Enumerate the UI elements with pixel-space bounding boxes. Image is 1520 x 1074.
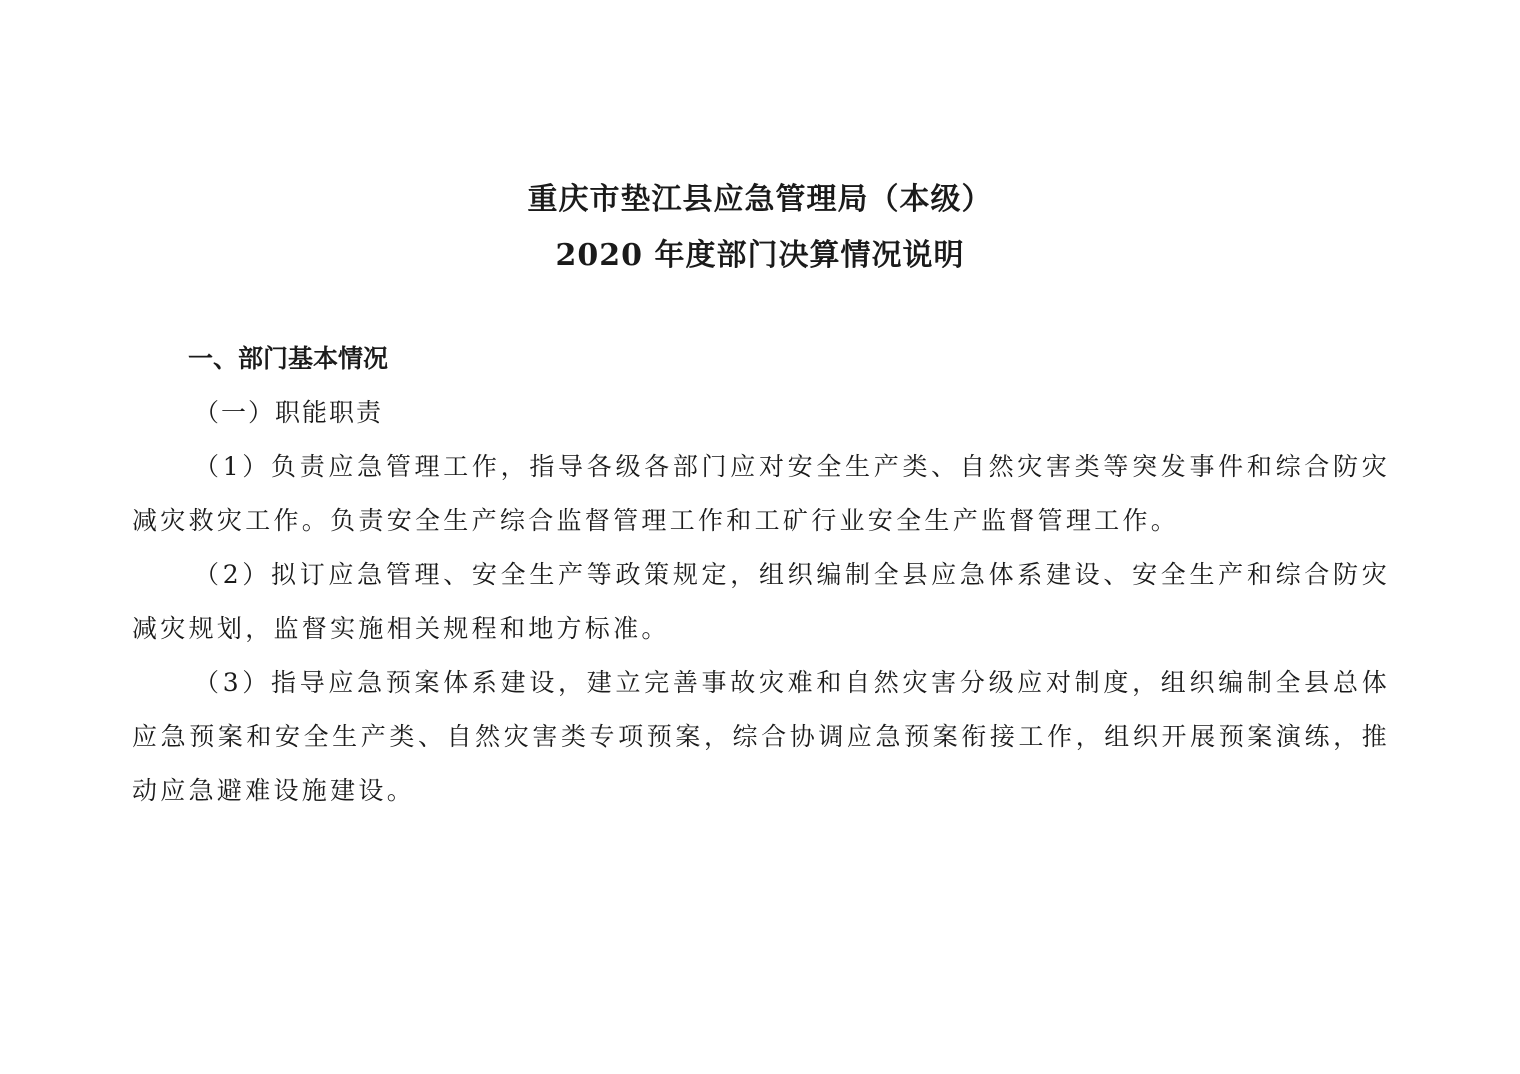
subsection-heading-duties: （一）职能职责 — [194, 398, 384, 427]
paragraph-duty-2: （2）拟订应急管理、安全生产等政策规定，组织编制全县应急体系建设、安全生产和综合防灾减灾规划，监督实施相关规程和地方标准。 — [132, 560, 1390, 643]
section-heading-basic-info: 一、部门基本情况 — [188, 344, 389, 373]
paragraph-duty-1: （1）负责应急管理工作，指导各级各部门应对安全生产类、自然灾害类等突发事件和综合防灾减灾救灾工作。负责安全生产综合监督管理工作和工矿行业安全生产监督管理工作。 — [132, 452, 1390, 535]
document-body — [132, 332, 1390, 818]
document-title — [0, 172, 1520, 284]
title-line-2: 2020 年度部门决算情况说明 — [555, 238, 965, 273]
title-line-1: 重庆市垫江县应急管理局（本级） — [527, 182, 993, 217]
paragraph-duty-3: （3）指导应急预案体系建设，建立完善事故灾难和自然灾害分级应对制度，组织编制全县总体应急预案和安全生产类、自然灾害类专项预案，综合协调应急预案衔接工作，组织开展预案演练，推动应急避难设施建设。 — [132, 668, 1390, 805]
